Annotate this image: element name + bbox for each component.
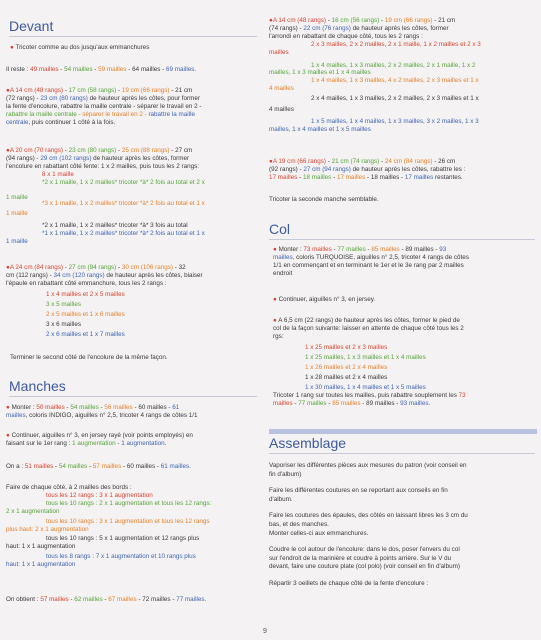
assemblage-title-rule: [269, 453, 535, 454]
col-row: 1 x 28 mailles et 2 x 4 mailles: [305, 373, 388, 381]
bullet-icon: ●: [6, 264, 10, 271]
manches-monter: ● Monter : 50 mailles - 54 mailles - 56 mailles - 60 mailles - 61 mailles, coloris INDIGO, aiguilles n° 2,5, tricoter 4 rangs de côtes 1/1: [6, 404, 198, 419]
col-title: Col: [269, 221, 291, 237]
epaule-row: 1 x 4 mailles et 2 x 5 mailles: [46, 290, 125, 298]
bullet-icon: ●: [6, 404, 10, 411]
manches-on-obtient: On obtient : 57 mailles - 62 mailles - 67 mailles - 72 mailles - 77 mailles.: [6, 596, 207, 603]
manches-rabattre-paragraph: ●A 19 cm (66 rangs) - 21 cm (74 rangs) - 24 cm (84 rangs) - 26 cm (92 rangs) - 27 cm (94 rangs) de hauteur après les côtes, rabattre les : 17 mailles - 18 mailles - 17 mailles - 18 mailles - 17 mailles restantes.: [269, 158, 466, 181]
epaule-row: 2 x 6 mailles et 1 x 7 mailles: [46, 330, 125, 338]
bullet-icon: ●: [10, 44, 14, 51]
page-number: 9: [263, 628, 267, 636]
col-continuer: ● Continuer, aiguilles n° 3, en jersey.: [273, 296, 376, 303]
manches-title: Manches: [9, 378, 66, 394]
bullet-icon: ●: [273, 317, 277, 324]
right-column: [263, 0, 541, 640]
manches-continuer: ● Continuer, aiguilles n° 3, en jersey rayé (voir points employés) en faisant sur le 1er rang : 1 augmentation - 1 augmentation.: [6, 432, 193, 447]
manches-on-a: On a : 51 mailles - 54 mailles - 57 mailles - 60 mailles - 61 mailles.: [6, 463, 191, 470]
devant-epaule-paragraph: ●A 24 cm (84 rangs) - 27 cm (94 rangs) - 30 cm (106 rangs) - 32 cm (112 rangs) - 34 cm (120 rangs) de hauteur après les côtes, biaiser l'épaule en rabattant côté emmanchure, tous les 2 rangs : 1 x 4 mailles et 2 x 5 mailles 3 x 5 mailles 2 x 5 mailles et 1 x 6 mailles 3 x 6 mailles 2 x 6 mailles et 1 x 7 mailles: [6, 264, 262, 340]
epaule-row: 2 x 5 mailles et 1 x 6 mailles: [46, 310, 125, 318]
col-row: 1 x 25 mailles, 1 x 3 mailles et 1 x 4 mailles: [305, 353, 426, 361]
manches-seconde: Tricoter la seconde manche semblable.: [269, 196, 379, 203]
devant-stitch-count: Il reste : 49 mailles - 54 mailles - 59 mailles - 64 mailles - 69 mailles.: [6, 66, 197, 73]
devant-end: Terminer le second côté de l'encolure de la même façon.: [10, 354, 168, 361]
bullet-icon: ●: [269, 17, 273, 24]
devant-fente-paragraph: ●A 14 cm (48 rangs) - 17 cm (58 rangs) - 19 cm (66 rangs) - 21 cm (72 rangs) - 23 cm (80 rangs) de hauteur après les côtes, pour former la fente d'encolure, rabattre la maille centrale - séparer le travail en 2 - rabattre la maille centrale - séparer le travail en 2 - rabattre la maille centrale, puis continuer 1 côté à la fois.: [6, 87, 202, 126]
bullet-icon: ●: [6, 87, 10, 94]
bullet-icon: ●: [273, 296, 277, 303]
epaule-row: 3 x 5 mailles: [46, 300, 81, 308]
devant-title-rule: [9, 36, 257, 37]
col-row: 1 x 30 mailles, 1 x 4 mailles et 1 x 5 mailles: [305, 383, 426, 391]
col-pied-paragraph: ● A 6,5 cm (22 rangs) de hauteur après les côtes, former le pied de col de la façon suivante: laisser en attente de chaque côté tous les 2 rgs: 1 x 25 mailles et 2 x 3 mailles 1 x 25 mailles, 1 x 3 mailles et 1 x 4 mailles 1 x 26 mailles et 2 x 4 mailles 1 x 28 mailles et 2 x 4 mailles 1 x 30 mailles, 1 x 4 mailles et 1 x 5 mailles Tricoter 1 rang sur toutes les mailles, puis rabattre souplement les 73 mailles - 77 mailles - 85 mailles - 89 mailles - 93 mailles.: [273, 317, 541, 408]
manches-arrondi-paragraph: ●A 14 cm (48 rangs) - 16 cm (56 rangs) - 19 cm (66 rangs) - 21 cm (74 rangs) - 22 cm (76 rangs) de hauteur après les côtes, former l'arrondi en rabattant de chaque côté, tous les 2 rangs : 2 x 3 mailles, 2 x 2 mailles, 2 x 1 maille, 1 x 2 mailles et 2 x 3 mailles 1 x 4 mailles, 1 x 3 mailles, 2 x 2 mailles, 2 x 1 maille, 1 x 2 mailles, 1 x 3 mailles et 1 x 4 mailles 1 x 4 mailles, 1 x 3 mailles, 4 x 2 mailles, 2 x 3 mailles et 1 x 4 mailles 2 x 4 mailles, 1 x 3 mailles, 2 x 2 mailles, 2 x 3 mailles et 1 x 4 mailles 1 x 5 mailles, 1 x 4 mailles, 1 x 3 mailles, 3 x 2 mailles, 1 x 3 mailles, 1 x 4 mailles et 1 x 5 mailles: [269, 17, 481, 133]
assemblage-top-bar: [269, 429, 537, 434]
epaule-row: 3 x 6 mailles: [46, 320, 81, 328]
bullet-icon: ●: [269, 158, 273, 165]
bullet-icon: ●: [6, 147, 10, 154]
col-title-rule: [269, 239, 535, 240]
manches-augmentations: Faire de chaque côté, à 2 mailles des bords : tous les 12 rangs : 3 x 1 augmentation tous les 10 rangs : 2 x 1 augmentation et tous les 12 rangs: 2 x 1 augmentation tous les 10 rangs : 3 x 1 augmentation et tous les 12 rangs plus haut: 2 x 1 augmentation tous les 10 rangs : 5 x 1 augmentation et 12 rangs plus haut: 1 x 1 augmentation tous les 8 rangs : 7 x 1 augmentation et 10 rangs plus haut: 1 x 1 augmentation: [6, 484, 212, 569]
assemblage-text: Vaporiser les différentes pièces aux mesures du patron (voir conseil en fin d'album) Faire les différentes coutures en se reportant aux conseils en fin d'album. Faire les coutures des épaules, des côtés en laissant libres les 3 cm du bas, et des manches. Monter celles-ci aux emmanchures. Coudre le col autour de l'encolure: dans le dos, poser l'envers du col sur l'endroit de la marinière et coudre à points arrière. Sur le V du devant, faire une couture plate (col polo) (voir conseil en fin d'album) Répartir 3 oeillets de chaque côté de la fente d'encolure :: [269, 462, 468, 587]
col-row: 1 x 26 mailles et 2 x 4 mailles: [305, 363, 388, 371]
col-monter: ● Monter : 73 mailles - 77 mailles - 85 mailles - 89 mailles - 93 mailles, coloris TURQUOISE, aiguilles n° 2,5, tricoter 4 rangs de côtes 1/1 en commençant et en terminant le 1er et le 3e rang par 2 mailles endroit: [273, 246, 469, 277]
col-row: 1 x 25 mailles et 2 x 3 mailles: [305, 343, 388, 351]
left-column: [0, 0, 262, 640]
devant-title: Devant: [9, 18, 54, 34]
devant-intro: ● Tricoter comme au dos jusqu'aux emmanchures: [10, 44, 150, 51]
assemblage-title: Assemblage: [269, 435, 347, 451]
manches-title-rule: [9, 396, 257, 397]
bullet-icon: ●: [273, 246, 277, 253]
bullet-icon: ●: [6, 432, 10, 439]
devant-encolure-paragraph: ●A 20 cm (70 rangs) - 23 cm (80 rangs) - 25 cm (88 rangs) - 27 cm (94 rangs) - 29 cm (102 rangs) de hauteur après les côtes, former l'encolure en rabattant côté fente: 1 x 2 mailles, puis tous les 2 rangs: 8 x 1 maille *2 x 1 maille, 1 x 2 mailles* tricoter *à* 2 fois au total et 2 x 1 maille *3 x 1 maille, 1 x 2 mailles* tricoter *à* 2 fois au total et 1 x 1 maille *2 x 1 maille, 1 x 2 mailles* tricoter *à* 3 fois au total *1 x 1 maille, 1 x 2 mailles* tricoter *à* 2 fois au total et 1 x 1 maille: [6, 147, 205, 246]
